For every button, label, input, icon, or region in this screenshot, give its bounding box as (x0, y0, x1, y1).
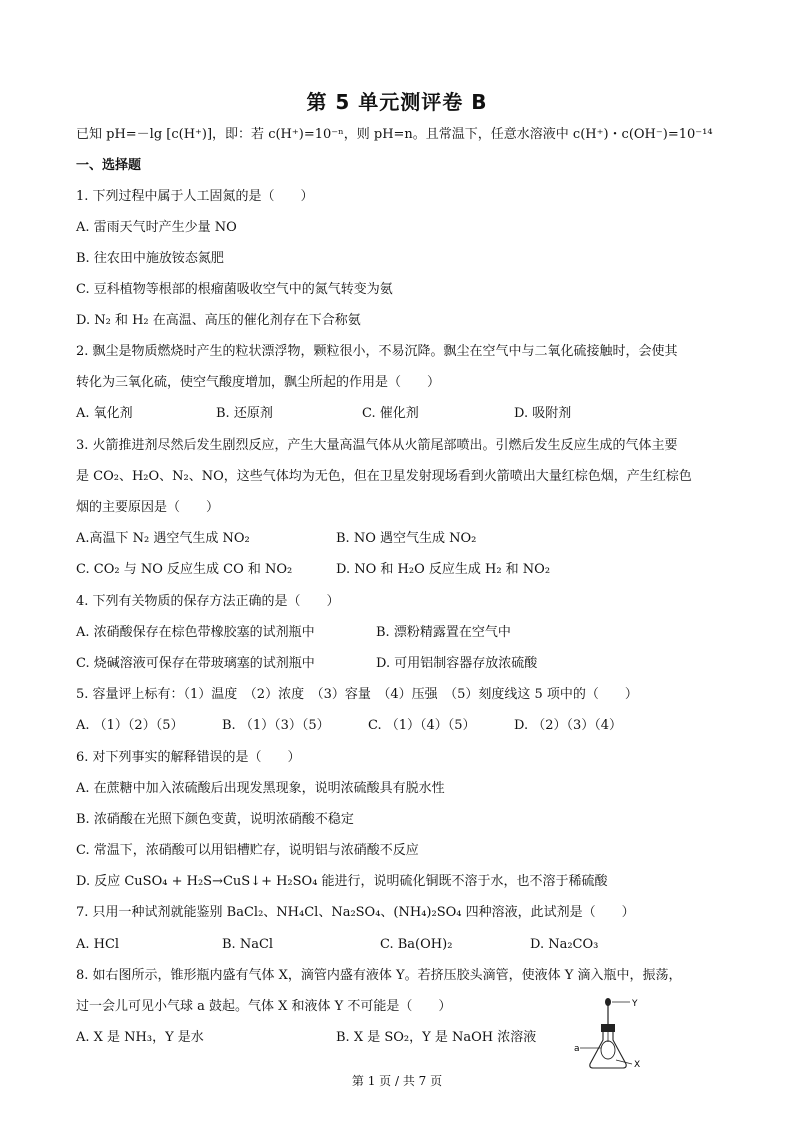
question-1-option-b: B. 往农田中施放铵态氮肥 (76, 251, 224, 266)
question-1-option-a: A. 雷雨天气时产生少量 NO (76, 220, 237, 235)
question-5-option-c: C. （1）（4）（5） (368, 718, 476, 733)
question-2-stem-line1: 2. 飘尘是物质燃烧时产生的粒状漂浮物，颗粒很小，不易沉降。飘尘在空气中与二氧化硫接触时，会使其 (76, 344, 678, 359)
question-2-option-c: C. 催化剂 (362, 406, 419, 421)
question-2-option-d: D. 吸附剂 (514, 406, 572, 421)
question-1-option-d: D. N₂ 和 H₂ 在高温、高压的催化剂存在下合称氨 (76, 313, 361, 328)
question-3-stem-line2: 是 CO₂、H₂O、N₂、NO，这些气体均为无色，但在卫星发射现场看到火箭喷出大量红棕色烟，产生红棕色 (76, 469, 692, 484)
question-6-option-b: B. 浓硝酸在光照下颜色变黄，说明浓硝酸不稳定 (76, 812, 354, 827)
question-2-option-b: B. 还原剂 (216, 406, 273, 421)
flask-apparatus-figure (572, 996, 652, 1072)
question-6-option-c: C. 常温下，浓硝酸可以用铝槽贮存，说明铝与浓硝酸不反应 (76, 843, 419, 858)
question-3-option-b: B. NO 遇空气生成 NO₂ (336, 531, 477, 546)
page-footer: 第 1 页 / 共 7 页 (351, 1074, 443, 1088)
question-8-stem-line1: 8. 如右图所示，锥形瓶内盛有气体 X，滴管内盛有液体 Y。若挤压胶头滴管，使液体 Y 滴入瓶中，振荡， (76, 968, 682, 983)
question-6-option-d: D. 反应 CuSO₄ + H₂S→CuS↓+ H₂SO₄ 能进行，说明硫化铜既不溶于水，也不溶于稀硫酸 (76, 874, 608, 889)
question-4-option-c: C. 烧碱溶液可保存在带玻璃塞的试剂瓶中 (76, 656, 315, 671)
question-1-option-c: C. 豆科植物等根部的根瘤菌吸收空气中的氮气转变为氨 (76, 282, 393, 297)
question-4-option-d: D. 可用铝制容器存放浓硫酸 (376, 656, 538, 671)
question-3-stem-line1: 3. 火箭推进剂尽然后发生剧烈反应，产生大量高温气体从火箭尾部喷出。引燃后发生反应生成的气体主要 (76, 438, 678, 453)
question-7-option-c: C. Ba(OH)₂ (380, 937, 453, 952)
question-5-stem: 5. 容量评上标有：（1）温度 （2）浓度 （3）容量 （4）压强 （5）刻度线这 5 项中的（ ） (76, 687, 638, 702)
question-8-option-a: A. X 是 NH₃，Y 是水 (76, 1030, 204, 1045)
question-3-option-a: A.高温下 N₂ 遇空气生成 NO₂ (76, 531, 250, 546)
question-5-option-b: B. （1）（3）（5） (222, 718, 330, 733)
label-x: X (634, 1060, 641, 1070)
label-a: a (574, 1044, 580, 1054)
question-5-option-a: A. （1）（2）（5） (76, 718, 184, 733)
question-2-stem-line2: 转化为三氧化硫，使空气酸度增加，飘尘所起的作用是（ ） (76, 375, 441, 390)
section-heading: 一、选择题 (76, 158, 142, 173)
flask-stopper (601, 1024, 615, 1032)
dropper-bulb (605, 998, 611, 1006)
page-title: 第 5 单元测评卷 B (306, 90, 488, 114)
question-7-option-b: B. NaCl (222, 937, 274, 952)
question-8-option-b: B. X 是 SO₂，Y 是 NaOH 浓溶液 (336, 1030, 537, 1045)
question-8-stem-line2: 过一会儿可见小气球 a 鼓起。气体 X 和液体 Y 不可能是（ ） (76, 999, 452, 1014)
label-y: Y (632, 999, 638, 1009)
question-5-option-d: D. （2）（3）（4） (514, 718, 623, 733)
question-3-option-c: C. CO₂ 与 NO 反应生成 CO 和 NO₂ (76, 562, 293, 577)
question-3-stem-line3: 烟的主要原因是（ ） (76, 500, 220, 515)
question-3-option-d: D. NO 和 H₂O 反应生成 H₂ 和 NO₂ (336, 562, 551, 577)
question-6-option-a: A. 在蔗糖中加入浓硫酸后出现发黑现象，说明浓硫酸具有脱水性 (76, 781, 445, 796)
question-4-option-b: B. 漂粉精露置在空气中 (376, 625, 511, 640)
question-7-option-d: D. Na₂CO₃ (530, 937, 599, 952)
question-4-stem: 4. 下列有关物质的保存方法正确的是（ ） (76, 594, 340, 609)
question-7-option-a: A. HCl (76, 937, 120, 952)
question-6-stem: 6. 对下列事实的解释错误的是（ ） (76, 750, 301, 765)
question-4-option-a: A. 浓硝酸保存在棕色带橡胶塞的试剂瓶中 (76, 625, 315, 640)
question-2-option-a: A. 氧化剂 (76, 406, 133, 421)
question-1-stem: 1. 下列过程中属于人工固氮的是（ ） (76, 189, 314, 204)
balloon-a (601, 1041, 615, 1059)
question-7-stem: 7. 只用一种试剂就能鉴别 BaCl₂、NH₄Cl、Na₂SO₄、(NH₄)₂SO₄ 四种溶液，此试剂是（ ） (76, 905, 635, 920)
intro-text: 已知 pH=－lg [c(H⁺)]，即：若 c(H⁺)=10⁻ⁿ，则 pH=n。且常温下，任意水溶液中 c(H⁺)・c(OH⁻)=10⁻¹⁴ (76, 127, 713, 142)
